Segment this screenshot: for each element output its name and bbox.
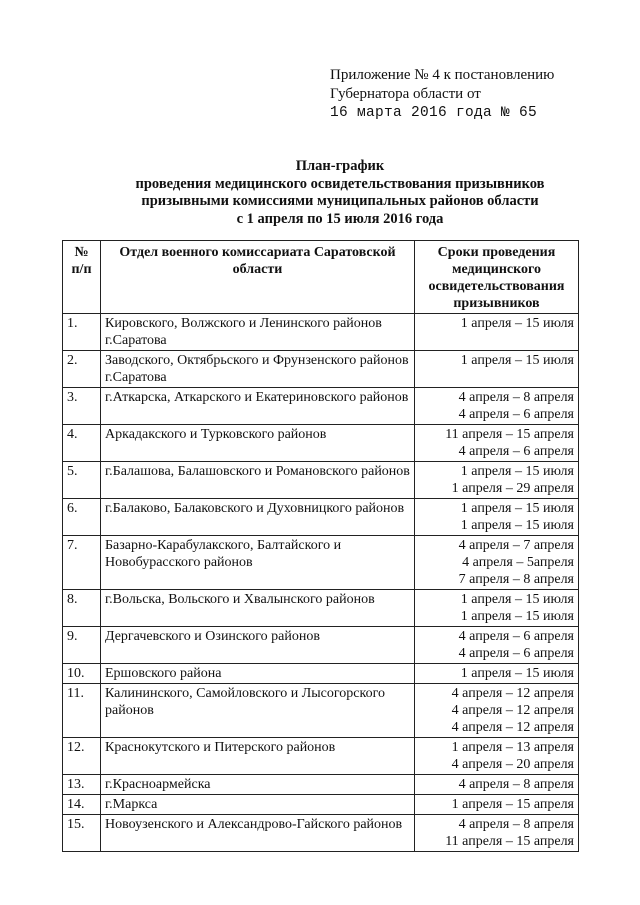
- row-dates: [415, 462, 579, 499]
- row-department: г.Красноармейска: [101, 775, 415, 795]
- row-department: г.Аткарска, Аткарского и Екатериновского районов: [101, 388, 415, 425]
- date-range: 1 апреля – 15 июля: [460, 518, 574, 533]
- row-dates: [415, 388, 579, 425]
- row-department: г.Балашова, Балашовского и Романовского районов: [101, 462, 415, 499]
- row-number: 3.: [63, 388, 101, 425]
- title-line-3: призывными комиссиями муниципальных районов области: [141, 193, 539, 209]
- title-line-2: проведения медицинского освидетельствования призывников: [135, 175, 545, 192]
- date-range: 1 апреля – 15 апреля: [451, 797, 574, 812]
- schedule-table: [62, 240, 579, 852]
- row-number: 8.: [63, 590, 101, 627]
- title-line-4: с 1 апреля по 15 июля 2016 года: [236, 210, 444, 227]
- appendix-date: 16 марта 2016 года № 65: [330, 105, 538, 121]
- table-row: [63, 664, 579, 684]
- date-range: 4 апреля – 6 апреля: [458, 444, 574, 459]
- date-range: 11 апреля – 15 апреля: [445, 427, 574, 442]
- date-range: 1 апреля – 15 июля: [460, 316, 574, 331]
- row-number: 2.: [63, 351, 101, 388]
- date-range: 1 апреля – 15 июля: [460, 592, 574, 607]
- row-number: 14.: [63, 795, 101, 815]
- appendix-line-2: Губернатора области от: [330, 86, 481, 102]
- date-range: 1 апреля – 15 июля: [460, 353, 574, 368]
- title-line-1: План-график: [295, 158, 385, 174]
- row-dates: [415, 314, 579, 351]
- date-range: 1 апреля – 29 апреля: [451, 481, 574, 496]
- date-range: 1 апреля – 13 апреля: [451, 740, 574, 755]
- date-range: 1 апреля – 15 июля: [460, 666, 574, 681]
- row-number: 7.: [63, 536, 101, 590]
- table-row: [63, 815, 579, 852]
- table-row: [63, 536, 579, 590]
- date-range: 4 апреля – 20 апреля: [451, 757, 574, 772]
- row-dates: [415, 795, 579, 815]
- row-dates: [415, 590, 579, 627]
- row-number: 4.: [63, 425, 101, 462]
- table-row: [63, 627, 579, 664]
- row-number: 15.: [63, 815, 101, 852]
- date-range: 1 апреля – 15 июля: [460, 501, 574, 516]
- row-dates: [415, 664, 579, 684]
- row-number: 9.: [63, 627, 101, 664]
- row-department: Базарно-Карабулакского, Балтайского и Новобурасского районов: [101, 536, 415, 590]
- row-dates: [415, 351, 579, 388]
- row-department: Заводского, Октябрьского и Фрунзенского районов г.Саратова: [101, 351, 415, 388]
- table-row: [63, 388, 579, 425]
- row-number: 1.: [63, 314, 101, 351]
- table-row: [63, 738, 579, 775]
- date-range: 4 апреля – 5апреля: [462, 555, 574, 570]
- date-range: 4 апреля – 6 апреля: [458, 407, 574, 422]
- table-row: [63, 775, 579, 795]
- row-dates: [415, 627, 579, 664]
- date-range: 1 апреля – 15 июля: [460, 609, 574, 624]
- table-row: [63, 590, 579, 627]
- table-row: [63, 462, 579, 499]
- row-department: Калининского, Самойловского и Лысогорского районов: [101, 684, 415, 738]
- table-body: [63, 314, 579, 852]
- date-range: 4 апреля – 6 апреля: [458, 646, 574, 661]
- row-number: 13.: [63, 775, 101, 795]
- row-dates: [415, 775, 579, 795]
- row-dates: [415, 684, 579, 738]
- date-range: 4 апреля – 8 апреля: [458, 817, 574, 832]
- row-department: Новоузенского и Александрово-Гайского районов: [101, 815, 415, 852]
- table-row: [63, 314, 579, 351]
- header-dept: Отдел военного комиссариата Саратовской области: [101, 241, 415, 314]
- table-header-row: [63, 241, 579, 314]
- row-department: Краснокутского и Питерского районов: [101, 738, 415, 775]
- row-number: 11.: [63, 684, 101, 738]
- date-range: 11 апреля – 15 апреля: [445, 834, 574, 849]
- date-range: 4 апреля – 12 апреля: [451, 686, 574, 701]
- header-num: № п/п: [63, 241, 101, 314]
- date-range: 4 апреля – 6 апреля: [458, 629, 574, 644]
- date-range: 4 апреля – 12 апреля: [451, 720, 574, 735]
- row-department: Аркадакского и Турковского районов: [101, 425, 415, 462]
- table-row: [63, 684, 579, 738]
- row-number: 12.: [63, 738, 101, 775]
- date-range: 4 апреля – 12 апреля: [451, 703, 574, 718]
- row-dates: [415, 499, 579, 536]
- row-dates: [415, 738, 579, 775]
- date-range: 4 апреля – 7 апреля: [458, 538, 574, 553]
- row-dates: [415, 425, 579, 462]
- table-row: [63, 499, 579, 536]
- table-row: [63, 425, 579, 462]
- date-range: 4 апреля – 8 апреля: [458, 777, 574, 792]
- row-department: Кировского, Волжского и Ленинского районов г.Саратова: [101, 314, 415, 351]
- row-dates: [415, 815, 579, 852]
- row-number: 10.: [63, 664, 101, 684]
- row-department: Ершовского района: [101, 664, 415, 684]
- row-department: г.Балаково, Балаковского и Духовницкого районов: [101, 499, 415, 536]
- table-row: [63, 795, 579, 815]
- row-dates: [415, 536, 579, 590]
- row-number: 5.: [63, 462, 101, 499]
- header-dates: Сроки проведения медицинского освидетельствования призывников: [415, 241, 579, 314]
- date-range: 4 апреля – 8 апреля: [458, 390, 574, 405]
- table-row: [63, 351, 579, 388]
- row-department: Дергачевского и Озинского районов: [101, 627, 415, 664]
- date-range: 7 апреля – 8 апреля: [458, 572, 574, 587]
- row-department: г.Вольска, Вольского и Хвалынского районов: [101, 590, 415, 627]
- appendix-line-1: Приложение № 4 к постановлению: [330, 67, 555, 83]
- appendix-note: [330, 66, 630, 123]
- row-number: 6.: [63, 499, 101, 536]
- date-range: 1 апреля – 15 июля: [460, 464, 574, 479]
- document-title: [60, 158, 620, 228]
- row-department: г.Маркса: [101, 795, 415, 815]
